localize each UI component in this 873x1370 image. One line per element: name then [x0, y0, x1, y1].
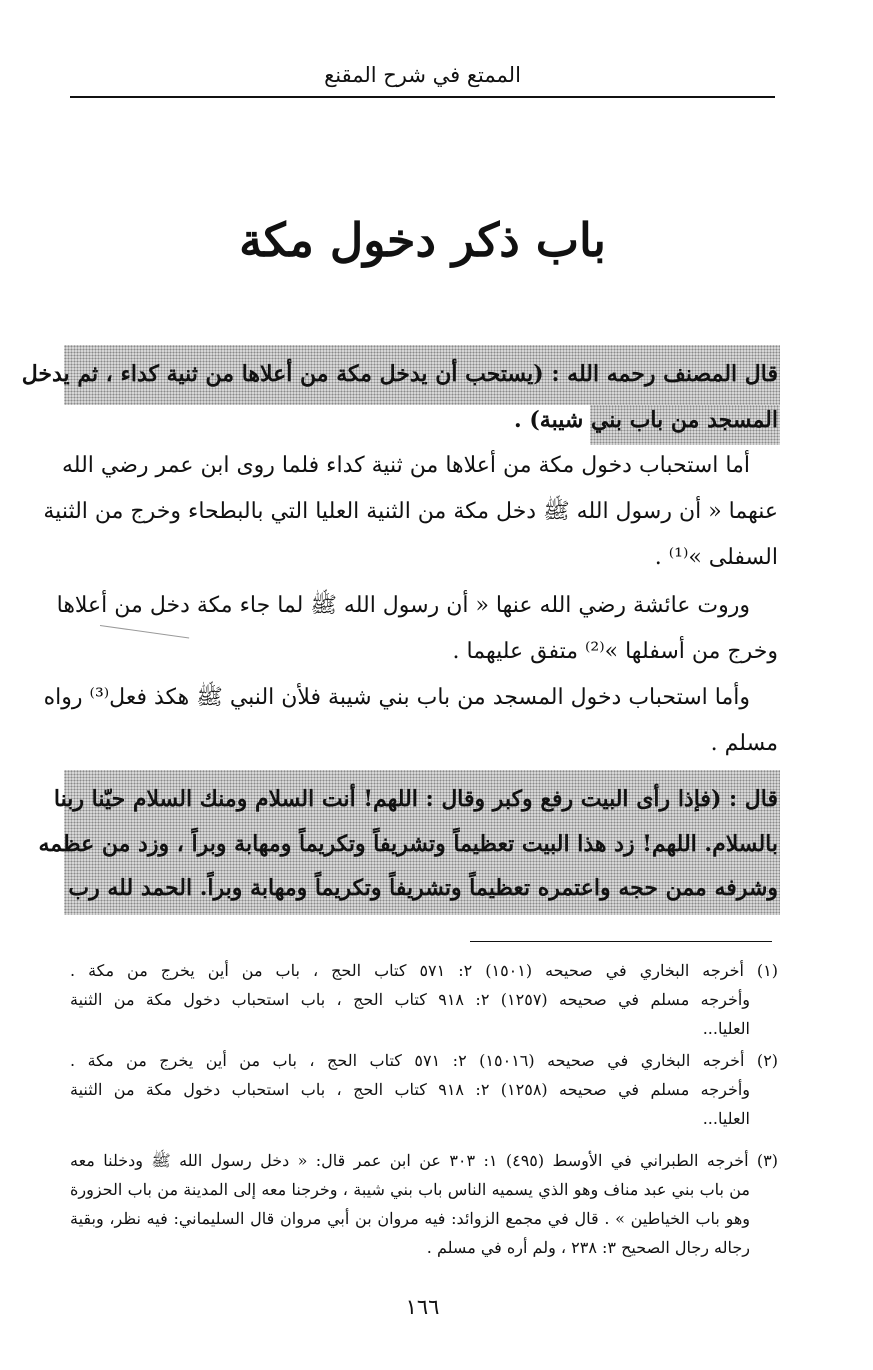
body-line: وخرج من أسفلها »⁽²⁾ متفق عليهما .: [452, 639, 778, 664]
footnote-line: وأخرجه مسلم في صحيحه (١٢٥٧) ٢: ٩١٨ كتاب الحج ، باب استحباب دخول مكة من الثنية: [70, 990, 751, 1009]
header-rule: [70, 96, 775, 98]
chapter-title: باب ذكر دخول مكة: [239, 213, 606, 267]
body-line: بالسلام. اللهم! زد هذا البيت تعظيماً وتشريفاً وتكريماً ومهابة وبراً ، وزد من عظمه: [38, 831, 778, 857]
body-line: وروت عائشة رضي الله عنها « أن رسول الله ﷺ لما جاء مكة دخل من أعلاها: [56, 593, 750, 618]
footnote-line: وأخرجه مسلم في صحيحه (١٢٥٨) ٢: ٩١٨ كتاب الحج ، باب استحباب دخول مكة من الثنية: [70, 1080, 751, 1099]
footnote-line: العليا...: [702, 1109, 750, 1128]
footnote-line: (٣) أخرجه الطبراني في الأوسط (٤٩٥) ١: ٣٠٣ عن ابن عمر قال: « دخل رسول الله ﷺ ودخلنا معه: [70, 1151, 778, 1170]
body-line: قال المصنف رحمه الله : (يستحب أن يدخل مكة من أعلاها من ثنية كداء ، ثم يدخل: [21, 361, 778, 387]
body-line: مسلم .: [710, 731, 778, 756]
body-line: وأما استحباب دخول المسجد من باب بني شيبة فلأن النبي ﷺ هكذ فعل⁽³⁾ رواه: [43, 685, 750, 710]
footnote-line: من باب بني عبد مناف وهو الذي يسميه الناس باب بني شيبة ، وخرجنا معه إلى المدينة من باب الحزورة: [70, 1180, 750, 1199]
footnote-line: (١) أخرجه البخاري في صحيحه (١٥٠١) ٢: ٥٧١ كتاب الحج ، باب من أين يخرج من مكة .: [70, 961, 779, 980]
footnote-line: رجاله رجال الصحيح ٣: ٢٣٨ ، ولم أره في مسلم .: [426, 1238, 750, 1257]
body-line: المسجد من باب بني شيبة) .: [514, 407, 778, 433]
footnote-line: (٢) أخرجه البخاري في صحيحه (١٥٠١٦) ٢: ٥٧١ كتاب الحج ، باب من أين يخرج من مكة .: [70, 1051, 779, 1070]
page-number: ١٦٦: [405, 1295, 440, 1319]
body-line: السفلى »⁽¹⁾ .: [654, 545, 778, 570]
footnote-rule: [470, 941, 772, 942]
body-line: عنهما « أن رسول الله ﷺ دخل مكة من الثنية العليا التي بالبطحاء وخرج من الثنية: [43, 499, 778, 524]
body-line: وشرفه ممن حجه واعتمره تعظيماً وتشريفاً وتكريماً ومهابة وبراً. الحمد لله رب: [68, 875, 778, 901]
footnote-line: وهو باب الخياطين » . قال في مجمع الزوائد: فيه مروان بن أبي مروان قال السليماني: فيه نظر، وبقية: [70, 1209, 750, 1228]
running-head: الممتع في شرح المقنع: [324, 63, 521, 87]
footnote-line: العليا...: [702, 1019, 750, 1038]
body-line: قال : (فإذا رأى البيت رفع وكبر وقال : اللهم! أنت السلام ومنك السلام حيّنا ربنا: [53, 786, 778, 812]
body-line: أما استحباب دخول مكة من أعلاها من ثنية كداء فلما روى ابن عمر رضي الله: [61, 453, 750, 478]
